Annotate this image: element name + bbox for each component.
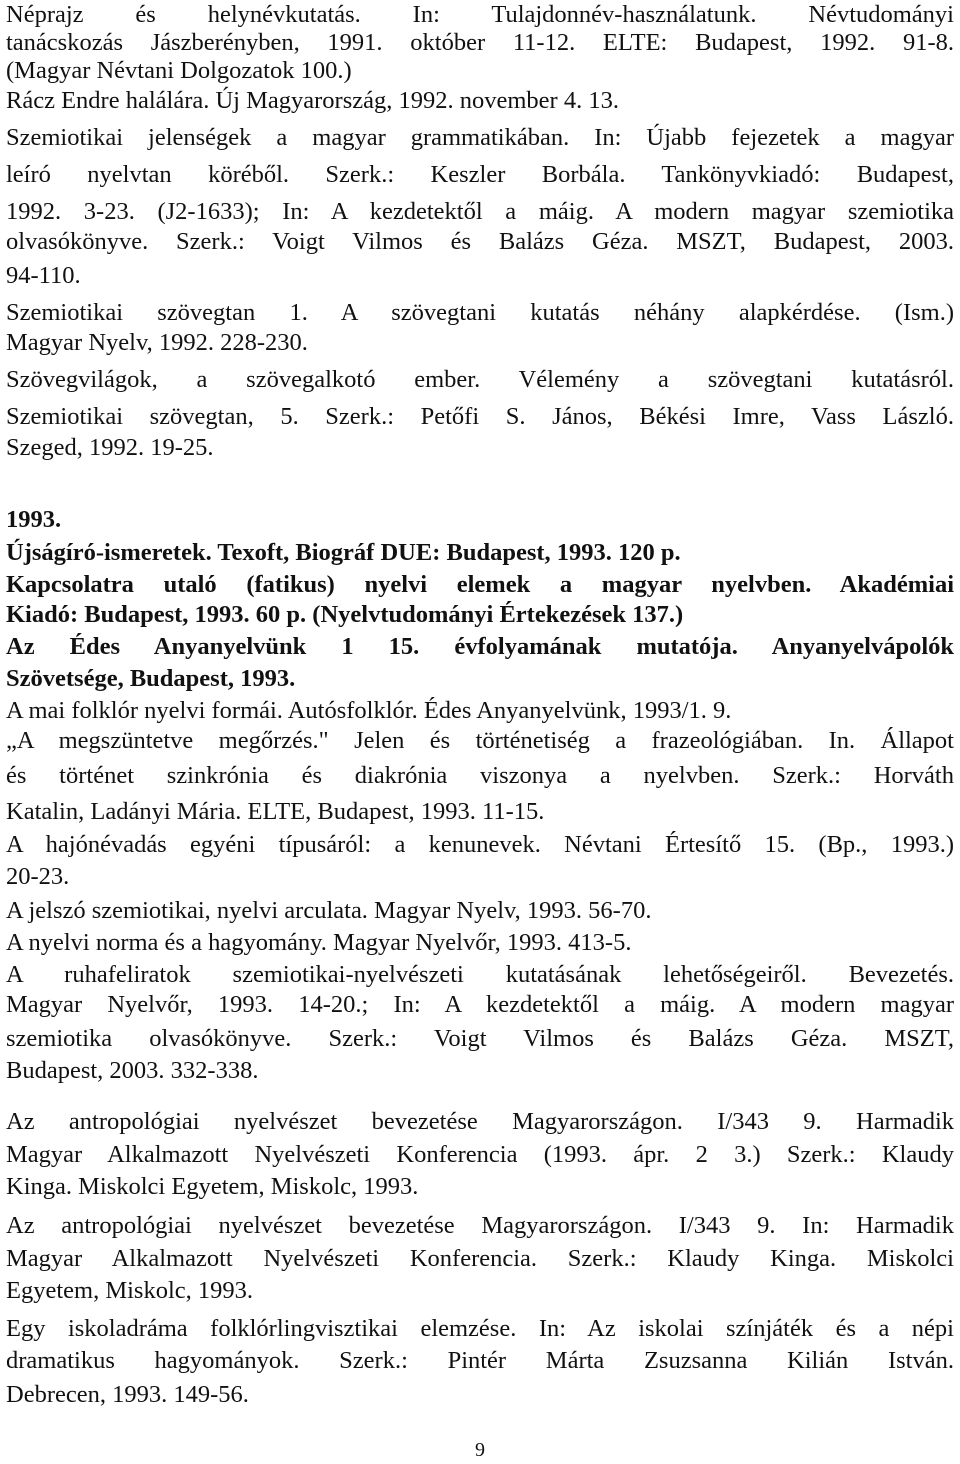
bibliography-line: A mai folklór nyelvi formái. Autósfolklór. Édes Anyanyelvünk, 1993/1. 9. [6,697,732,724]
bibliography-line: Az antropológiai nyelvészet bevezetése Magyarországon. I/343 9. In: Harmadik [6,1212,954,1239]
bibliography-line: Kinga. Miskolci Egyetem, Miskolc, 1993. [6,1173,419,1200]
bibliography-line: A jelszó szemiotikai, nyelvi arculata. Magyar Nyelv, 1993. 56-70. [6,897,652,924]
bibliography-line: dramatikus hagyományok. Szerk.: Pintér Márta Zsuzsanna Kilián István. [6,1347,954,1374]
bibliography-line: Szövegvilágok, a szövegalkotó ember. Vélemény a szövegtani kutatásról. [6,366,954,393]
bibliography-line: Szemiotikai szövegtan 1. A szövegtani kutatás néhány alapkérdése. (Ism.) [6,299,954,326]
bibliography-bold-line: Az Édes Anyanyelvünk 1 15. évfolyamának mutatója. Anyanyelvápolók [6,633,954,660]
bibliography-line: Budapest, 2003. 332-338. [6,1057,259,1084]
bibliography-line: tanácskozás Jászberényben, 1991. október 11-12. ELTE: Budapest, 1992. 91-8. [6,29,954,56]
bibliography-line: 94-110. [6,262,81,289]
bibliography-line: Szemiotikai jelenségek a magyar grammatikában. In: Újabb fejezetek a magyar [6,124,954,151]
bibliography-bold-line: Kapcsolatra utaló (fatikus) nyelvi elemek a magyar nyelvben. Akadémiai [6,571,954,598]
bibliography-line: Szemiotikai szövegtan, 5. Szerk.: Petőfi S. János, Békési Imre, Vass László. [6,403,954,430]
bibliography-bold-line: Szövetsége, Budapest, 1993. [6,665,296,692]
bibliography-line: Magyar Nyelv, 1992. 228-230. [6,329,308,356]
bibliography-line: Szeged, 1992. 19-25. [6,434,214,461]
bibliography-line: Magyar Nyelvőr, 1993. 14-20.; In: A kezdetektől a máig. A modern magyar [6,991,954,1018]
bibliography-line: (Magyar Névtani Dolgozatok 100.) [6,57,352,84]
bibliography-line: leíró nyelvtan köréből. Szerk.: Keszler Borbála. Tankönyvkiadó: Budapest, [6,161,954,188]
bibliography-line: „A megszüntetve megőrzés." Jelen és történetiség a frazeológiában. In. Állapot [6,727,954,754]
bibliography-line: A nyelvi norma és a hagyomány. Magyar Nyelvőr, 1993. 413-5. [6,929,632,956]
bibliography-line: Katalin, Ladányi Mária. ELTE, Budapest, 1993. 11-15. [6,798,545,825]
bibliography-line: Egy iskoladráma folklórlingvisztikai elemzése. In: Az iskolai színjáték és a népi [6,1315,954,1342]
bibliography-bold-line: 1993. [6,506,62,533]
page-number: 9 [475,1439,485,1461]
bibliography-bold-line: Újságíró-ismeretek. Texoft, Biográf DUE: Budapest, 1993. 120 p. [6,539,681,566]
bibliography-line: Magyar Alkalmazott Nyelvészeti Konferencia (1993. ápr. 2 3.) Szerk.: Klaudy [6,1141,954,1168]
bibliography-line: A hajónévadás egyéni típusáról: a kenunevek. Névtani Értesítő 15. (Bp., 1993.) [6,831,954,858]
bibliography-line: és történet szinkrónia és diakrónia viszonya a nyelvben. Szerk.: Horváth [6,762,954,789]
bibliography-line: Debrecen, 1993. 149-56. [6,1381,249,1408]
bibliography-bold-line: Kiadó: Budapest, 1993. 60 p. (Nyelvtudományi Értekezések 137.) [6,601,684,628]
bibliography-line: Néprajz és helynévkutatás. In: Tulajdonnév-használatunk. Névtudományi [6,1,954,28]
bibliography-line: 1992. 3-23. (J2-1633); In: A kezdetektől a máig. A modern magyar szemiotika [6,198,954,225]
bibliography-line: Rácz Endre halálára. Új Magyarország, 1992. november 4. 13. [6,87,619,114]
bibliography-line: 20-23. [6,863,70,890]
bibliography-line: Az antropológiai nyelvészet bevezetése Magyarországon. I/343 9. Harmadik [6,1108,954,1135]
bibliography-line: A ruhafeliratok szemiotikai-nyelvészeti kutatásának lehetőségeiről. Bevezetés. [6,961,954,988]
bibliography-line: olvasókönyve. Szerk.: Voigt Vilmos és Balázs Géza. MSZT, Budapest, 2003. [6,228,954,255]
bibliography-line: Egyetem, Miskolc, 1993. [6,1277,254,1304]
bibliography-line: szemiotika olvasókönyve. Szerk.: Voigt Vilmos és Balázs Géza. MSZT, [6,1025,954,1052]
bibliography-line: Magyar Alkalmazott Nyelvészeti Konferencia. Szerk.: Klaudy Kinga. Miskolci [6,1245,954,1272]
